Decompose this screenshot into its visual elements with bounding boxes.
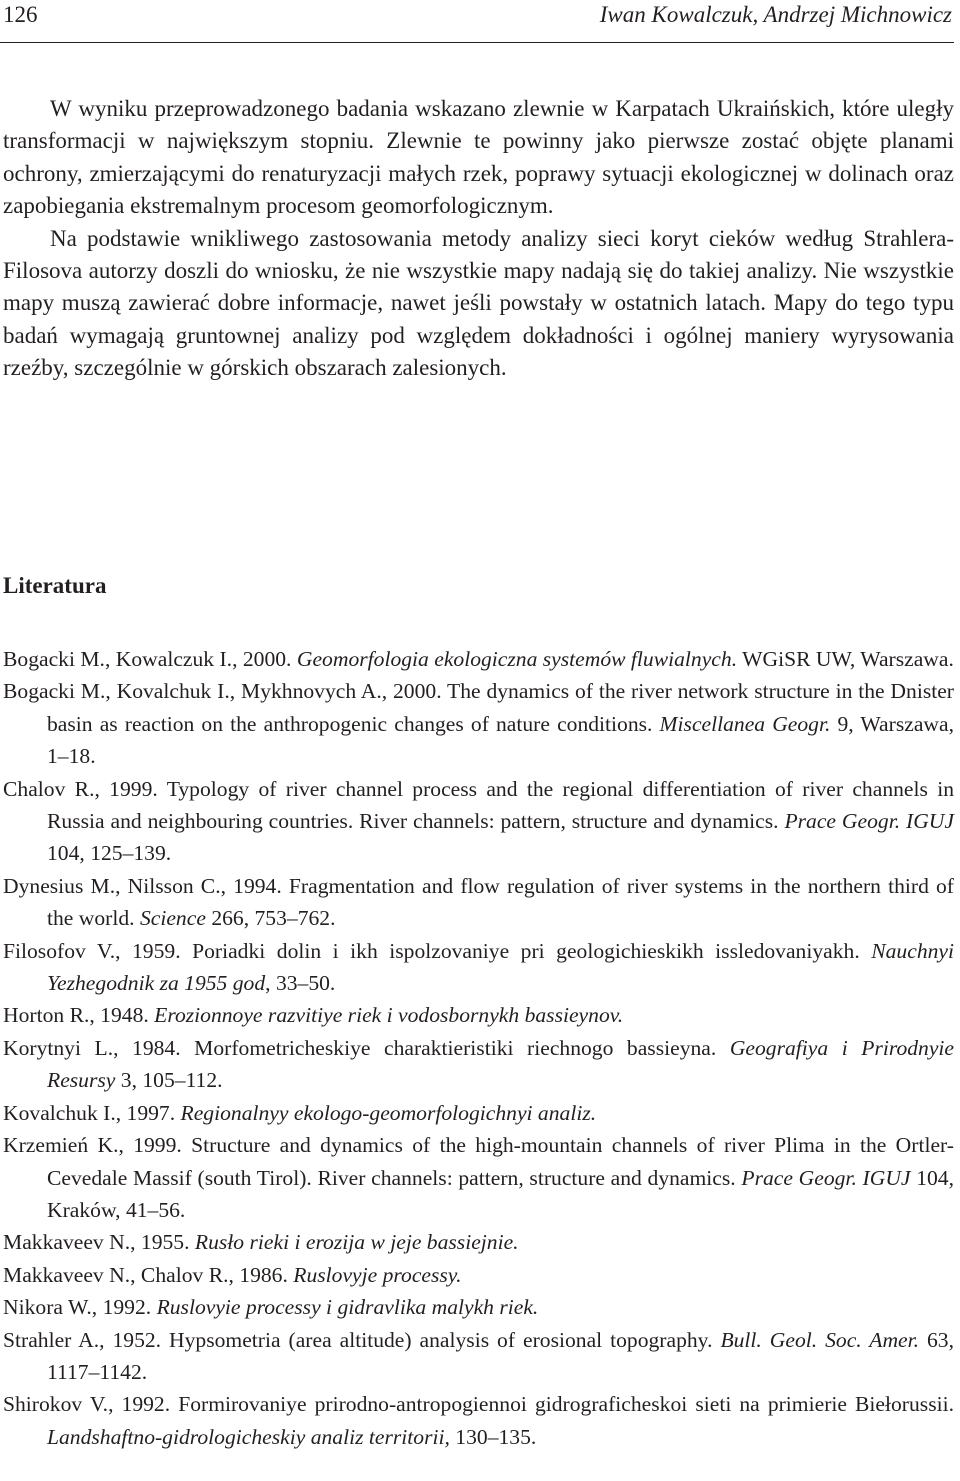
reference-item xyxy=(3,1259,954,1291)
reference-authors: Nikora W., 1992. xyxy=(3,1295,152,1320)
reference-authors: Makkaveev N., Chalov R., 1986. xyxy=(3,1262,288,1287)
reference-authors: Strahler A., 1952. xyxy=(3,1327,162,1352)
reference-journal: Nauchnyi Yezhegodnik za 1955 god xyxy=(47,938,954,996)
reference-item xyxy=(3,1129,954,1226)
reference-journal: Landshaftno-gidrologicheskiy analiz territorii, xyxy=(47,1424,450,1449)
reference-item xyxy=(3,999,954,1031)
reference-details: 3, 105–112. xyxy=(120,1068,223,1093)
reference-authors: Bogacki M., Kowalczuk I., 2000. xyxy=(3,647,292,671)
reference-item xyxy=(3,643,954,675)
reference-authors: Filosofov V., 1959. xyxy=(3,938,181,963)
reference-title: Regionalnyy ekologo-geomorfologichnyi analiz. xyxy=(180,1100,597,1125)
reference-title: Hypsometria (area altitude) analysis of erosional topography. xyxy=(169,1327,713,1352)
reference-journal: Miscellanea Geogr. xyxy=(659,711,831,736)
reference-details: 104, Kraków, 41–56. xyxy=(47,1165,954,1222)
reference-details: WGiSR UW, Warszawa. xyxy=(742,647,954,671)
reference-authors: Makkaveev N., 1955. xyxy=(3,1230,190,1255)
running-head: Iwan Kowalczuk, Andrzej Michnowicz xyxy=(599,2,952,27)
reference-authors: Krzemień K., 1999. xyxy=(3,1133,182,1158)
reference-authors: Chalov R., 1999. xyxy=(3,776,158,801)
reference-details: 130–135. xyxy=(455,1424,537,1449)
reference-list xyxy=(3,643,954,1453)
reference-title: Geomorfologia ekologiczna systemów fluwialnych. xyxy=(296,647,738,671)
reference-authors: Korytnyi L., 1984. xyxy=(3,1035,181,1060)
reference-item xyxy=(3,675,954,772)
reference-details: , 33–50. xyxy=(265,971,336,996)
reference-item xyxy=(3,1032,954,1097)
reference-details: 104, 125–139. xyxy=(47,841,172,866)
reference-authors: Dynesius M., Nilsson C., 1994. xyxy=(3,873,282,898)
reference-item xyxy=(3,935,954,1000)
paragraph: W wyniku przeprowadzonego badania wskazano zlewnie w Karpatach Ukraińskich, które uległy transformacji w największym stopniu. Zlewnie te powinny jako pierwsze zostać objęte planami ochrony, zmierzającymi do renaturyzacji małych rzek, poprawy sytuacji ekologicznej w dolinach oraz zapobiegania ekstremalnym procesom geomorfologicznym. xyxy=(3,96,954,219)
reference-item xyxy=(3,1388,954,1453)
reference-title: Fragmentation and flow regulation of river systems in the northern third of the world. xyxy=(47,873,954,931)
reference-title: Rusło rieki i erozija w jeje bassiejnie. xyxy=(194,1230,519,1255)
reference-journal: Prace Geogr. IGUJ xyxy=(784,809,954,834)
reference-title: Morfometricheskiye charaktieristiki riechnogo bassieyna. xyxy=(194,1035,717,1060)
reference-title: Typology of river channel process and the regional differentiation of river channels in Russia and neighbouring countries. River channels: pattern, structure and dynamics. xyxy=(47,776,954,834)
reference-title: Ruslovyie processy i gidravlika malykh riek. xyxy=(156,1295,539,1320)
reference-title: Poriadki dolin i ikh ispolzovaniye pri geologichieskikh issledovaniyakh. xyxy=(192,938,860,963)
page-header xyxy=(0,0,954,43)
section-heading-literature: Literatura xyxy=(3,573,107,598)
body-text xyxy=(3,93,954,385)
reference-journal: Science xyxy=(139,906,206,931)
reference-title: Ruslovyje processy. xyxy=(293,1262,462,1287)
reference-authors: Kovalchuk I., 1997. xyxy=(3,1100,176,1125)
reference-authors: Shirokov V., 1992. xyxy=(3,1392,171,1417)
reference-title: Formirovaniye prirodno-antropogiennoi gidrograficheskoi sieti na primierie Biełorussii. xyxy=(178,1392,955,1417)
reference-item xyxy=(3,1324,954,1389)
reference-details: 63, 1117–1142. xyxy=(47,1327,954,1384)
reference-details: 266, 753–762. xyxy=(211,906,336,931)
reference-details: 9, Warszawa, 1–18. xyxy=(47,711,954,769)
reference-authors: Horton R., 1948. xyxy=(3,1003,149,1028)
reference-item xyxy=(3,1291,954,1323)
reference-item xyxy=(3,773,954,870)
paragraph: Na podstawie wnikliwego zastosowania metody analizy sieci koryt cieków według Strahlera-Filosova autorzy doszli do wniosku, że nie wszystkie mapy nadają się do takiej analizy. Nie wszystkie mapy muszą zawierać dobre informacje, nawet jeśli powstały w ostatnich latach. Mapy do tego typu badań wymagają gruntownej analizy pod względem dokładności i ogólnej maniery wyrysowania rzeźby, szczególnie w górskich obszarach zalesionych. xyxy=(3,225,954,381)
reference-item xyxy=(3,1097,954,1129)
reference-item xyxy=(3,1226,954,1258)
reference-authors: Bogacki M., Kovalchuk I., Mykhnovych A., 2000. xyxy=(3,679,442,704)
reference-title: Erozionnoye razvitiye riek i vodosbornykh bassieynov. xyxy=(154,1003,624,1028)
reference-title: The dynamics of the river network structure in the Dnister basin as reaction on the anthropogenic changes of nature conditions. xyxy=(47,679,954,736)
reference-journal: Geografiya i Prirodnyie Resursy xyxy=(47,1035,955,1093)
reference-journal: Prace Geogr. IGUJ xyxy=(741,1165,911,1190)
page-number: 126 xyxy=(3,2,38,27)
reference-journal: Bull. Geol. Soc. Amer. xyxy=(720,1327,920,1352)
reference-item xyxy=(3,870,954,935)
reference-title: Structure and dynamics of the high-mountain channels of river Plima in the Ortler-Cevedale Massif (south Tirol). River channels: pattern, structure and dynamics. xyxy=(47,1133,954,1190)
